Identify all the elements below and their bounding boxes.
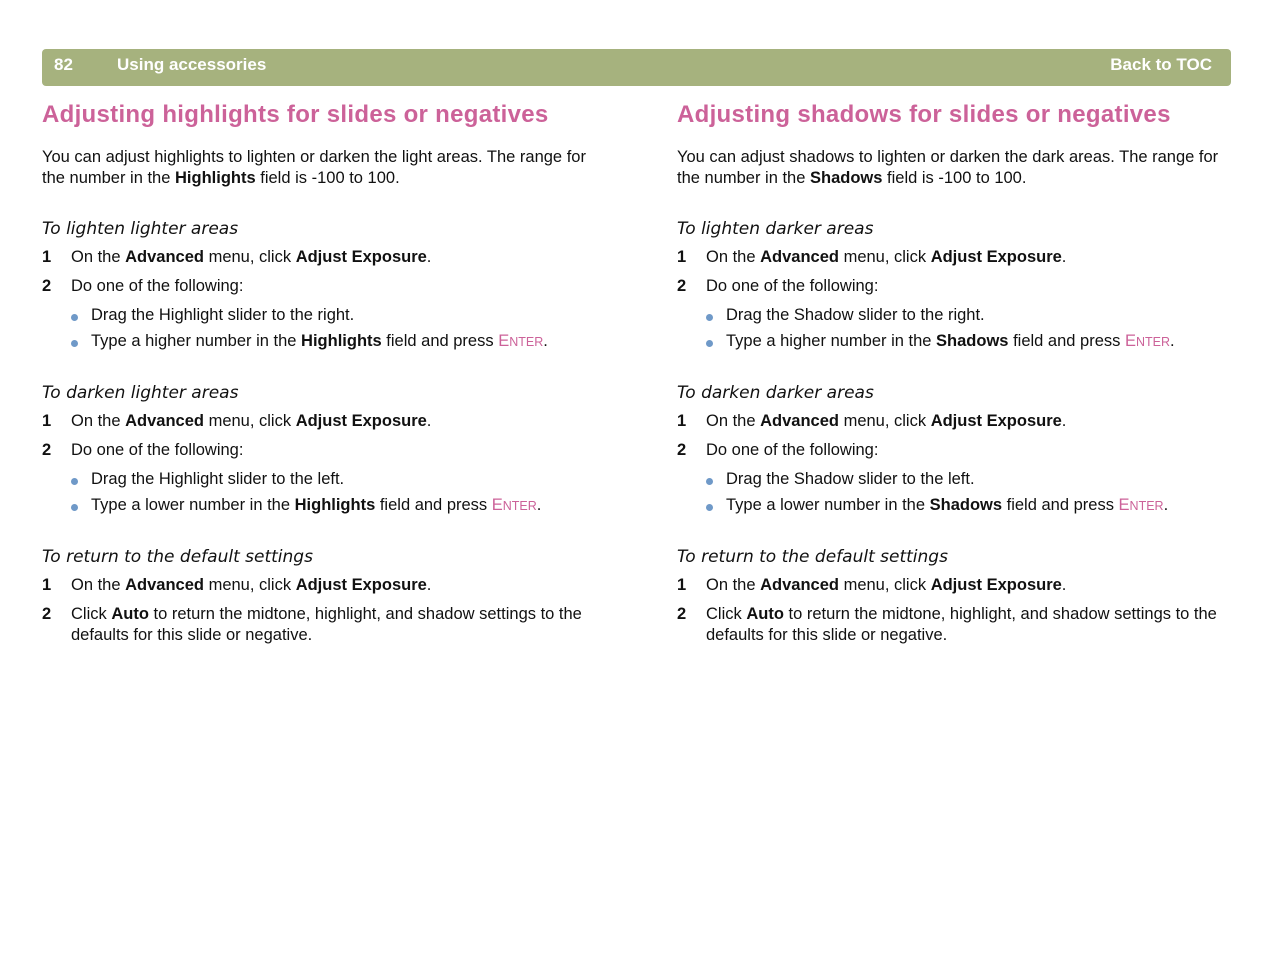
section-title: Adjusting shadows for slides or negatives [677,101,1171,128]
subheading: To lighten lighter areas [42,219,239,239]
enter-key-label: ENTER [498,332,544,350]
subheading: To darken lighter areas [42,383,239,403]
enter-key-label: ENTER [491,496,537,514]
bullet-item: Drag the Shadow slider to the left. [677,469,1232,490]
bullet-item: Drag the Highlight slider to the left. [42,469,597,490]
bullet-item: Drag the Highlight slider to the right. [42,305,597,326]
page-number: 82 [54,55,73,74]
subheading: To return to the default settings [677,547,948,567]
step-item: 1 On the Advanced menu, click Adjust Exposure. [42,576,432,594]
bullet-item: Type a lower number in the Highlights field and press ENTER. [42,495,597,517]
bullet-dot-icon [706,504,713,511]
section-name: Using accessories [117,55,267,74]
step-item: 1 On the Advanced menu, click Adjust Exposure. [677,576,1067,594]
bullet-dot-icon [71,314,78,321]
bullet-item: Type a lower number in the Shadows field and press ENTER. [677,495,1232,517]
bullet-dot-icon [706,340,713,347]
header-bar [42,49,1231,86]
section-title: Adjusting highlights for slides or negatives [42,101,549,128]
bullet-dot-icon [706,478,713,485]
step-item: 2 Do one of the following: [677,441,879,459]
bullet-item: Drag the Shadow slider to the right. [677,305,1232,326]
back-to-toc-link[interactable]: Back to TOC [1110,55,1212,74]
intro-paragraph: You can adjust shadows to lighten or darken the dark areas. The range for the number in the Shadows field is -100 to 100. [677,148,1219,187]
step-item: 2 Click Auto to return the midtone, highlight, and shadow settings to the defaults for this slide or negative. [677,605,1217,644]
bullet-dot-icon [706,314,713,321]
subheading: To return to the default settings [42,547,313,567]
enter-key-label: ENTER [1124,332,1171,350]
left-column [42,98,597,646]
step-item: 1 On the Advanced menu, click Adjust Exposure. [677,412,1067,430]
step-item: 2 Click Auto to return the midtone, highlight, and shadow settings to the defaults for this slide or negative. [42,605,582,644]
step-item: 1 On the Advanced menu, click Adjust Exposure. [42,248,432,266]
enter-key-label: ENTER [1118,496,1164,514]
bullet-item: Type a higher number in the Shadows field and press ENTER. [677,331,1232,353]
bullet-list [42,305,597,353]
subheading: To lighten darker areas [677,219,874,239]
bullet-list [677,469,1232,517]
step-item: 1 On the Advanced menu, click Adjust Exposure. [677,248,1067,266]
right-column [677,98,1232,646]
bullet-list [677,305,1232,353]
bullet-list [42,469,597,517]
bullet-dot-icon [71,478,78,485]
step-item: 2 Do one of the following: [42,277,244,295]
subheading: To darken darker areas [677,383,874,403]
intro-paragraph: You can adjust highlights to lighten or darken the light areas. The range for the number in the Highlights field is -100 to 100. [42,148,586,187]
step-item: 1 On the Advanced menu, click Adjust Exposure. [42,412,432,430]
bullet-item: Type a higher number in the Highlights field and press ENTER. [42,331,597,353]
step-item: 2 Do one of the following: [42,441,244,459]
step-item: 2 Do one of the following: [677,277,879,295]
bullet-dot-icon [71,504,78,511]
bullet-dot-icon [71,340,78,347]
